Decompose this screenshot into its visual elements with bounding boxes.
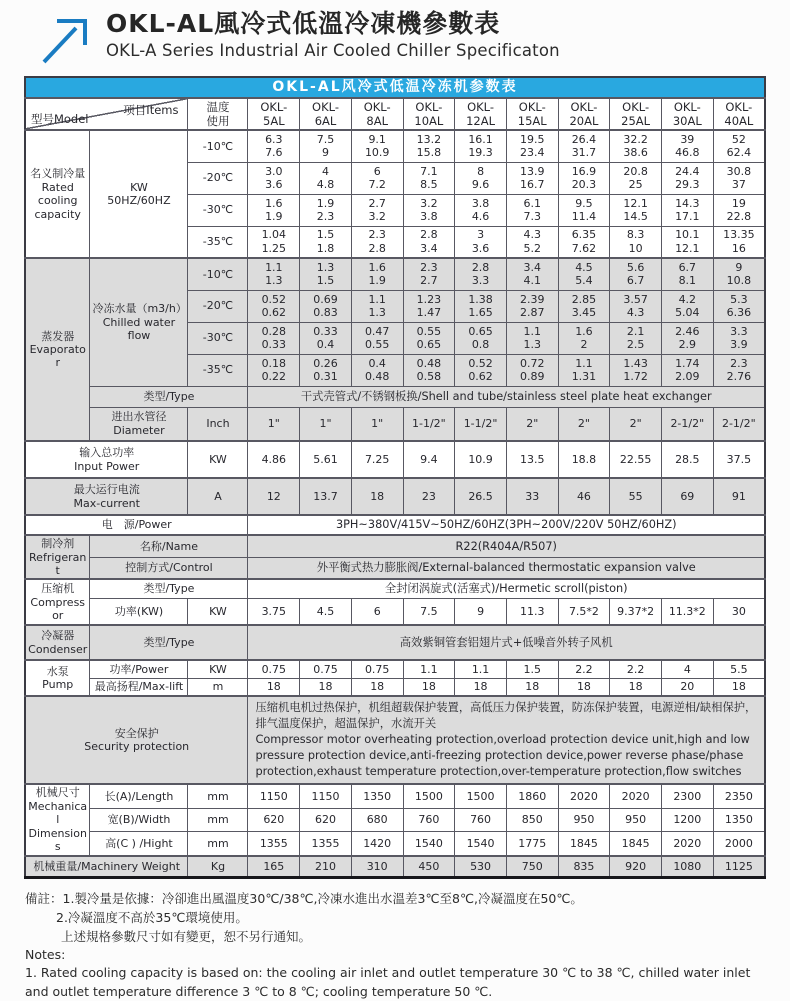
data-cell: 2.3 2.8	[351, 226, 403, 258]
corner-items-label: 项目Items	[123, 103, 179, 118]
security-row	[25, 696, 765, 784]
evap-flow-minus10	[25, 258, 765, 290]
pump-power-label: 功率/Power	[90, 660, 188, 678]
data-cell: 16.9 20.3	[558, 162, 610, 194]
data-cell: 0.65 0.8	[455, 322, 507, 354]
length-label: 长(A)/Length	[90, 784, 188, 808]
data-cell: 1500	[403, 784, 455, 808]
title-block	[106, 10, 560, 60]
data-cell: 18	[351, 678, 403, 696]
data-cell: 0.52 0.62	[455, 354, 507, 386]
data-cell: 3.3 3.9	[713, 322, 765, 354]
input-power-unit: KW	[188, 441, 248, 478]
section-label-dimensions: 机械尺寸 Mechanical Dimensions	[25, 784, 90, 855]
data-cell: 1.1 1.3	[506, 322, 558, 354]
data-cell: 0.28 0.33	[248, 322, 300, 354]
data-cell: 950	[558, 808, 610, 832]
data-cell: 0.52 0.62	[248, 290, 300, 322]
data-cell: 2020	[558, 784, 610, 808]
temp-label: -20℃	[188, 162, 248, 194]
data-cell: 4.5 5.4	[558, 258, 610, 290]
data-cell: 3.4 4.1	[506, 258, 558, 290]
data-cell: 620	[300, 808, 352, 832]
data-cell: 1200	[661, 808, 713, 832]
data-cell: 37.5	[713, 441, 765, 478]
data-cell: 4.5	[300, 598, 352, 625]
diameter-label: 进出水管径 Diameter	[90, 407, 188, 441]
max-current-label: 最大运行电流 Max-current	[25, 478, 188, 515]
data-cell: 2000	[713, 832, 765, 856]
data-cell: 210	[300, 856, 352, 878]
data-cell: 0.33 0.4	[300, 322, 352, 354]
note-line: 上述規格參數尺寸如有變更，恕不另行通知。	[61, 928, 312, 944]
section-label-pump: 水泵 Pump	[25, 660, 90, 696]
length-unit: mm	[188, 784, 248, 808]
data-cell: 1845	[558, 832, 610, 856]
data-cell: 835	[558, 856, 610, 878]
model-header: OKL- 40AL	[713, 98, 765, 130]
refrigerant-control-value: 外平衡式热力膨胀阀/External-balanced thermostatic expansion valve	[248, 557, 765, 579]
data-cell: 1775	[506, 832, 558, 856]
data-cell: 18	[610, 678, 662, 696]
data-cell: 1"	[248, 407, 300, 441]
weight-unit: Kg	[188, 856, 248, 878]
data-cell: 1355	[248, 832, 300, 856]
data-cell: 9.37*2	[610, 598, 662, 625]
model-items-corner	[25, 98, 188, 130]
banner-row	[25, 77, 765, 98]
data-cell: 6.7 8.1	[661, 258, 713, 290]
data-cell: 9.1 10.9	[351, 130, 403, 162]
refrigerant-name-row	[25, 535, 765, 557]
data-cell: 9	[455, 598, 507, 625]
security-value: 压缩机电机过热保护，机组超载保护装置，高低压力保护装置，防冻保护装置，电源逆相/缺相保护，排气温度保护，超温保护，水流开关 Compressor motor overheating protection,overload protection device unit,high and low pressure protection device,anti-freezing protection device,power reverse phase/phase protection,exhaust temperature protection,over-temperature protection,flow switches	[248, 696, 765, 784]
model-header: OKL- 5AL	[248, 98, 300, 130]
data-cell: 39 46.8	[661, 130, 713, 162]
data-cell: 1.43 1.72	[610, 354, 662, 386]
data-cell: 0.26 0.31	[300, 354, 352, 386]
data-cell: 2"	[506, 407, 558, 441]
model-header: OKL- 6AL	[300, 98, 352, 130]
data-cell: 1540	[403, 832, 455, 856]
data-cell: 680	[351, 808, 403, 832]
data-cell: 18	[403, 678, 455, 696]
data-cell: 0.69 0.83	[300, 290, 352, 322]
data-cell: 0.18 0.22	[248, 354, 300, 386]
data-cell: 12	[248, 478, 300, 515]
section-label-compressor: 压缩机 Compressor	[25, 579, 90, 625]
compressor-type-value: 全封闭涡旋式(活塞式)/Hermetic scroll(piston)	[248, 579, 765, 598]
height-unit: mm	[188, 832, 248, 856]
width-unit: mm	[188, 808, 248, 832]
data-cell: 18	[300, 678, 352, 696]
power-row	[25, 515, 765, 535]
data-cell: 30	[713, 598, 765, 625]
section-label-refrigerant: 制冷剂 Refrigerant	[25, 535, 90, 579]
data-cell: 2-1/2"	[713, 407, 765, 441]
data-cell: 1.74 2.09	[661, 354, 713, 386]
data-cell: 19.5 23.4	[506, 130, 558, 162]
data-cell: 19 22.8	[713, 194, 765, 226]
note-line: 備註：1.製冷量是依據：冷卻進出風溫度30℃/38℃,冷凍水進出水溫差3℃至8℃,冷凝溫度在50℃。	[25, 891, 583, 907]
data-cell: 1125	[713, 856, 765, 878]
data-cell: 2-1/2"	[661, 407, 713, 441]
refrigerant-name-value: R22(R404A/R507)	[248, 535, 765, 557]
data-cell: 3.2 3.8	[403, 194, 455, 226]
refrigerant-name-label: 名称/Name	[90, 535, 248, 557]
data-cell: 18.8	[558, 441, 610, 478]
data-cell: 5.6 6.7	[610, 258, 662, 290]
model-header: OKL- 20AL	[558, 98, 610, 130]
security-label: 安全保护 Security protection	[25, 696, 248, 784]
power-value: 3PH~380V/415V~50HZ/60HZ(3PH~200V/220V 50HZ/60HZ)	[248, 515, 765, 535]
pump-power-row	[25, 660, 765, 678]
data-cell: 2.1 2.5	[610, 322, 662, 354]
page-title-zh: OKL-AL風冷式低溫冷凍機參數表	[106, 9, 501, 38]
condenser-row	[25, 625, 765, 660]
section-label-condenser: 冷凝器 Condenser	[25, 625, 90, 660]
data-cell: 10.1 12.1	[661, 226, 713, 258]
data-cell: 1350	[351, 784, 403, 808]
data-cell: 920	[610, 856, 662, 878]
temp-label: -10℃	[188, 258, 248, 290]
compressor-power-label: 功率(KW)	[90, 598, 188, 625]
data-cell: 1.9 2.3	[300, 194, 352, 226]
data-cell: 33	[506, 478, 558, 515]
dimension-width-row	[25, 808, 765, 832]
evap-flow-label: 冷冻水量（m3/h） Chilled water flow	[90, 258, 188, 386]
data-cell: 1.3 1.5	[300, 258, 352, 290]
data-cell: 8.3 10	[610, 226, 662, 258]
model-header: OKL- 10AL	[403, 98, 455, 130]
data-cell: 5.3 6.36	[713, 290, 765, 322]
data-cell: 7.5*2	[558, 598, 610, 625]
data-cell: 1540	[455, 832, 507, 856]
data-cell: 10.9	[455, 441, 507, 478]
data-cell: 18	[455, 678, 507, 696]
data-cell: 20	[661, 678, 713, 696]
data-cell: 1.5	[506, 660, 558, 678]
max-current-unit: A	[188, 478, 248, 515]
page-header	[0, 0, 790, 72]
data-cell: 69	[661, 478, 713, 515]
data-cell: 4.2 5.04	[661, 290, 713, 322]
data-cell: 165	[248, 856, 300, 878]
temp-label: -35℃	[188, 354, 248, 386]
data-cell: 1080	[661, 856, 713, 878]
up-right-arrow-icon	[36, 12, 100, 70]
data-cell: 1-1/2"	[455, 407, 507, 441]
data-cell: 6	[351, 598, 403, 625]
data-cell: 2.2	[558, 660, 610, 678]
data-cell: 3.75	[248, 598, 300, 625]
data-cell: 6.3 7.6	[248, 130, 300, 162]
data-cell: 46	[558, 478, 610, 515]
data-cell: 1350	[713, 808, 765, 832]
temp-label: -30℃	[188, 322, 248, 354]
temp-label: -10℃	[188, 130, 248, 162]
dimension-length-row	[25, 784, 765, 808]
data-cell: 6.1 7.3	[506, 194, 558, 226]
data-cell: 5.5	[713, 660, 765, 678]
data-cell: 1.04 1.25	[248, 226, 300, 258]
cooling-row-minus10	[25, 130, 765, 162]
data-cell: 9.5 11.4	[558, 194, 610, 226]
data-cell: 28.5	[661, 441, 713, 478]
data-cell: 1.1	[455, 660, 507, 678]
column-header-row	[25, 98, 765, 130]
width-label: 宽(B)/Width	[90, 808, 188, 832]
data-cell: 7.5 9	[300, 130, 352, 162]
evap-type-row	[25, 386, 765, 407]
data-cell: 2.7 3.2	[351, 194, 403, 226]
data-cell: 0.55 0.65	[403, 322, 455, 354]
data-cell: 760	[403, 808, 455, 832]
temp-label: -35℃	[188, 226, 248, 258]
data-cell: 1.1 1.3	[351, 290, 403, 322]
data-cell: 3.8 4.6	[455, 194, 507, 226]
data-cell: 26.5	[455, 478, 507, 515]
data-cell: 55	[610, 478, 662, 515]
diameter-unit: Inch	[188, 407, 248, 441]
data-cell: 1500	[455, 784, 507, 808]
input-power-row	[25, 441, 765, 478]
data-cell: 2"	[558, 407, 610, 441]
max-current-row	[25, 478, 765, 515]
compressor-type-label: 类型/Type	[90, 579, 248, 598]
model-header: OKL- 30AL	[661, 98, 713, 130]
data-cell: 13.5	[506, 441, 558, 478]
data-cell: 2.8 3.4	[403, 226, 455, 258]
section-label-evaporator: 蒸发器 Evaporator	[25, 258, 90, 441]
section-label-cooling: 名义制冷量 Rated cooling capacity	[25, 130, 90, 258]
data-cell: 2300	[661, 784, 713, 808]
data-cell: 1860	[506, 784, 558, 808]
notes-en-label: Notes:	[25, 947, 66, 963]
page-title-en: OKL-A Series Industrial Air Cooled Chiller Specificaton	[106, 40, 560, 60]
data-cell: 1150	[248, 784, 300, 808]
data-cell: 18	[713, 678, 765, 696]
data-cell: 2020	[610, 784, 662, 808]
data-cell: 2.39 2.87	[506, 290, 558, 322]
spec-table	[24, 76, 766, 879]
data-cell: 6.35 7.62	[558, 226, 610, 258]
data-cell: 760	[455, 808, 507, 832]
data-cell: 3.0 3.6	[248, 162, 300, 194]
data-cell: 4	[661, 660, 713, 678]
data-cell: 2.46 2.9	[661, 322, 713, 354]
compressor-type-row	[25, 579, 765, 598]
data-cell: 3 3.6	[455, 226, 507, 258]
data-cell: 8 9.6	[455, 162, 507, 194]
data-cell: 0.4 0.48	[351, 354, 403, 386]
data-cell: 0.47 0.55	[351, 322, 403, 354]
height-label: 高(C ) /Hight	[90, 832, 188, 856]
data-cell: 13.2 15.8	[403, 130, 455, 162]
pump-lift-unit: m	[188, 678, 248, 696]
data-cell: 1420	[351, 832, 403, 856]
refrigerant-control-row	[25, 557, 765, 579]
dimension-height-row	[25, 832, 765, 856]
data-cell: 9.4	[403, 441, 455, 478]
data-cell: 1.6 1.9	[248, 194, 300, 226]
data-cell: 13.7	[300, 478, 352, 515]
data-cell: 1"	[351, 407, 403, 441]
data-cell: 4.3 5.2	[506, 226, 558, 258]
data-cell: 9 10.8	[713, 258, 765, 290]
data-cell: 1.23 1.47	[403, 290, 455, 322]
data-cell: 4.86	[248, 441, 300, 478]
data-cell: 7.5	[403, 598, 455, 625]
model-header: OKL- 25AL	[610, 98, 662, 130]
corner-model-label: 型号Model	[30, 112, 89, 127]
data-cell: 530	[455, 856, 507, 878]
data-cell: 1.1 1.3	[248, 258, 300, 290]
data-cell: 32.2 38.6	[610, 130, 662, 162]
data-cell: 4 4.8	[300, 162, 352, 194]
power-label: 电 源/Power	[25, 515, 248, 535]
data-cell: 11.3	[506, 598, 558, 625]
data-cell: 22.55	[610, 441, 662, 478]
data-cell: 6 7.2	[351, 162, 403, 194]
temp-label: -30℃	[188, 194, 248, 226]
data-cell: 3.57 4.3	[610, 290, 662, 322]
data-cell: 0.75	[351, 660, 403, 678]
temp-label: -20℃	[188, 290, 248, 322]
data-cell: 1.38 1.65	[455, 290, 507, 322]
data-cell: 750	[506, 856, 558, 878]
data-cell: 18	[248, 678, 300, 696]
data-cell: 20.8 25	[610, 162, 662, 194]
note-line: 1. Rated cooling capacity is based on: the cooling air inlet and outlet temperature 30 ℃ to 38 ℃, chilled water inlet and outlet temperature difference 3 ℃ to 8 ℃; cooling temperature 50 ℃.	[25, 965, 751, 999]
data-cell: 14.3 17.1	[661, 194, 713, 226]
spec-table-body	[25, 77, 765, 878]
model-header: OKL- 8AL	[351, 98, 403, 130]
data-cell: 1.5 1.8	[300, 226, 352, 258]
data-cell: 2.8 3.3	[455, 258, 507, 290]
data-cell: 1-1/2"	[403, 407, 455, 441]
data-cell: 1"	[300, 407, 352, 441]
data-cell: 0.72 0.89	[506, 354, 558, 386]
data-cell: 2"	[610, 407, 662, 441]
note-line: 2.冷凝溫度不高於35℃環境使用。	[56, 909, 248, 925]
data-cell: 52 62.4	[713, 130, 765, 162]
refrigerant-control-label: 控制方式/Control	[90, 557, 248, 579]
pump-lift-row	[25, 678, 765, 696]
data-cell: 7.25	[351, 441, 403, 478]
diameter-row	[25, 407, 765, 441]
weight-row	[25, 856, 765, 878]
cooling-unit: KW 50HZ/60HZ	[90, 130, 188, 258]
data-cell: 2020	[661, 832, 713, 856]
data-cell: 18	[506, 678, 558, 696]
data-cell: 0.75	[248, 660, 300, 678]
evap-type-value: 干式壳管式/不锈钢板换/Shell and tube/stainless steel plate heat exchanger	[248, 386, 765, 407]
data-cell: 950	[610, 808, 662, 832]
data-cell: 850	[506, 808, 558, 832]
condenser-type-label: 类型/Type	[90, 625, 248, 660]
data-cell: 1.1 1.31	[558, 354, 610, 386]
data-cell: 2.85 3.45	[558, 290, 610, 322]
data-cell: 26.4 31.7	[558, 130, 610, 162]
data-cell: 13.9 16.7	[506, 162, 558, 194]
pump-lift-label: 最高扬程/Max-lift	[90, 678, 188, 696]
data-cell: 91	[713, 478, 765, 515]
data-cell: 16.1 19.3	[455, 130, 507, 162]
compressor-power-row	[25, 598, 765, 625]
table-banner: OKL-AL风冷式低温冷冻机参数表	[25, 77, 765, 98]
data-cell: 1150	[300, 784, 352, 808]
data-cell: 18	[351, 478, 403, 515]
data-cell: 2.3 2.7	[403, 258, 455, 290]
data-cell: 2350	[713, 784, 765, 808]
weight-label: 机械重量/Machinery Weight	[25, 856, 188, 878]
data-cell: 2.2	[610, 660, 662, 678]
model-header: OKL- 15AL	[506, 98, 558, 130]
data-cell: 5.61	[300, 441, 352, 478]
model-header: OKL- 12AL	[455, 98, 507, 130]
data-cell: 310	[351, 856, 403, 878]
data-cell: 30.8 37	[713, 162, 765, 194]
data-cell: 7.1 8.5	[403, 162, 455, 194]
evap-type-label: 类型/Type	[90, 386, 248, 407]
notes-section	[25, 890, 765, 1001]
data-cell: 0.75	[300, 660, 352, 678]
data-cell: 1845	[610, 832, 662, 856]
data-cell: 450	[403, 856, 455, 878]
data-cell: 1.1	[403, 660, 455, 678]
data-cell: 12.1 14.5	[610, 194, 662, 226]
data-cell: 1.6 1.9	[351, 258, 403, 290]
condenser-type-value: 高效紫铜管套铝翅片式+低噪音外转子风机	[248, 625, 765, 660]
data-cell: 1355	[300, 832, 352, 856]
compressor-power-unit: KW	[188, 598, 248, 625]
data-cell: 24.4 29.3	[661, 162, 713, 194]
input-power-label: 输入总功率 Input Power	[25, 441, 188, 478]
pump-power-unit: KW	[188, 660, 248, 678]
data-cell: 13.35 16	[713, 226, 765, 258]
data-cell: 11.3*2	[661, 598, 713, 625]
data-cell: 2.3 2.76	[713, 354, 765, 386]
data-cell: 23	[403, 478, 455, 515]
data-cell: 0.48 0.58	[403, 354, 455, 386]
temp-usage-header: 温度 使用	[188, 98, 248, 130]
data-cell: 1.6 2	[558, 322, 610, 354]
data-cell: 620	[248, 808, 300, 832]
data-cell: 18	[558, 678, 610, 696]
